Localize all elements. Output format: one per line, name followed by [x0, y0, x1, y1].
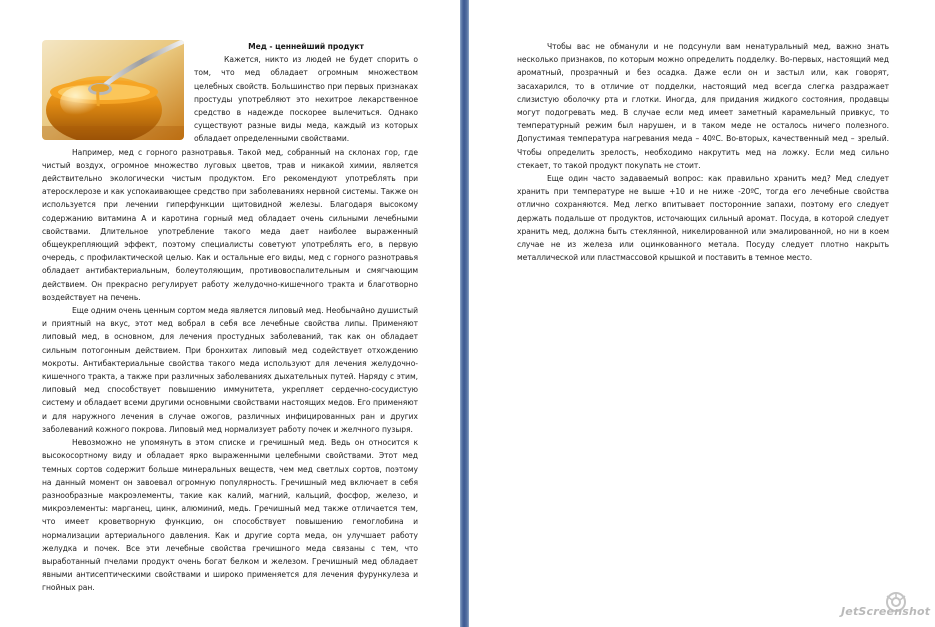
honey-jar-photo	[42, 40, 184, 140]
page-2-text	[517, 40, 889, 264]
paragraph-1: Кажется, никто из людей не будет спорить о том, что мед обладает огромным множеством целебных свойств. Большинство при первых признаках простуды употребляют это нехитрое лекарственное средство в надежде поскорее вылечиться. Однако существуют разные виды меда, каждый из которых обладает определенными свойствами.	[194, 55, 418, 144]
honey-illustration	[42, 40, 184, 140]
page-1-text	[42, 40, 418, 595]
paragraph-6: Еще один часто задаваемый вопрос: как правильно хранить мед? Мед следует хранить при температуре не выше +10 и не ниже -20ºС, тогда его лечебные свойства отлично сохраняются. Мед легко впитывает посторонние запахи, поэтому его следует держать подальше от продуктов, источающих сильный аромат. Посуда, в которой следует хранить мед, должна быть стеклянной, никелированной или эмалированной, но ни в коем случае не из железа или оцинкованного метала. Посуду следует плотно накрыть металлической или пластмассовой крышкой и поставить в темное место.	[517, 174, 889, 263]
watermark-label: JetScreenshot	[841, 605, 931, 618]
paragraph-5: Чтобы вас не обманули и не подсунули вам ненатуральный мед, важно знать несколько признаков, по которым можно определить подделку. Во-первых, настоящий мед ароматный, прозрачный и без осадка. Даже если он и застыл или, как говорят, засахарился, то в отличие от подделки, настоящий мед всегда слегка раздражает слизистую оболочку рта и глотки. Иногда, для придания жидкого состояния, продавцы могут подогревать мед. В случае если мед имеет заметный карамельный привкус, то температурный режим был нарушен, и в таком меде не осталось ничего полезного. Допустимая температура нагревания меда – 40ºС. Во-вторых, качественный мед – зрелый. Чтобы определить зрелость, необходимо накрутить мед на ложку. Если мед сильно стекает, то такой продукт покупать не стоит.	[517, 42, 889, 170]
screenshot-watermark	[819, 591, 929, 625]
page-separator	[460, 0, 469, 627]
paragraph-4: Невозможно не упомянуть в этом списке и гречишный мед. Ведь он относится к высокосортному виду и обладает ярко выраженными целебными свойствами. Этот мед темных сортов содержит больше минеральных веществ, чем мед светлых сортов, поэтому на данный момент он завоевал огромную популярность. Гречишный мед включает в себя разнообразные макроэлементы, такие как калий, магний, кальций, фосфор, железо, и микроэлементы: марганец, цинк, алюминий, медь. Гречишный мед также отличается тем, что имеет кроветворную функцию, он способствует повышению гемоглобина и нормализации артериального давления. Как и другие сорта меда, он улучшает работу желудка и почек. Все эти лечебные свойства гречишного меда связаны с тем, что выработанный пчелами продукт очень богат белком и железом. Гречишный мед обладает явными антисептическими свойствами и широко применяется для лечения фурункулеза и гнойных ран.	[42, 438, 418, 593]
document-title: Мед - ценнейший продукт	[248, 42, 364, 51]
paragraph-2: Например, мед с горного разнотравья. Такой мед, собранный на склонах гор, где чистый воздух, огромное множество луговых цветов, трав и никакой химии, является действительно экологически чистым продуктом. Его рекомендуют употреблять при атеросклерозе и как успокаивающее средство при заболеваниях нервной системы. Также он используется при лечении гиперфункции щитовидной железы. Благодаря высокому содержанию витамина А и каротина горный мед обладает очень сильными лечебными свойствами. Длительное употребление такого меда дает наиболее выраженный общеукрепляющий эффект, поэтому специалисты советуют употреблять его, в первую очередь, с профилактической целью. Как и остальные его виды, мед с горного разнотравья обладает антибактериальным, болеутоляющим, противовоспалительным и смягчающим действием. Он прекрасно регулирует работу желудочно-кишечного тракта и благотворно воздействует на печень.	[42, 147, 418, 302]
paragraph-3: Еще одним очень ценным сортом меда является липовый мед. Необычайно душистый и приятный на вкус, этот мед вобрал в себя все лечебные свойства липы. Применяют липовый мед, в основном, для лечения простудных заболеваний, так как он обладает сильным потогонным действием. При бронхитах липовый мед содействует отхождению мокроты. Антибактериальные свойства такого меда используют для лечения желудочно-кишечного тракта, а также при различных заболеваниях дыхательных путей. Наряду с этим, липовый мед способствует повышению иммунитета, укрепляет сердечно-сосудистую систему и обладает всеми другими основными свойствами настоящих медов. Его применяют и для наружного лечения в случае ожогов, различных инфицированных ран и других заболеваний кожного покрова. Липовый мед нормализует работу почек и желчного пузыря.	[42, 306, 418, 434]
